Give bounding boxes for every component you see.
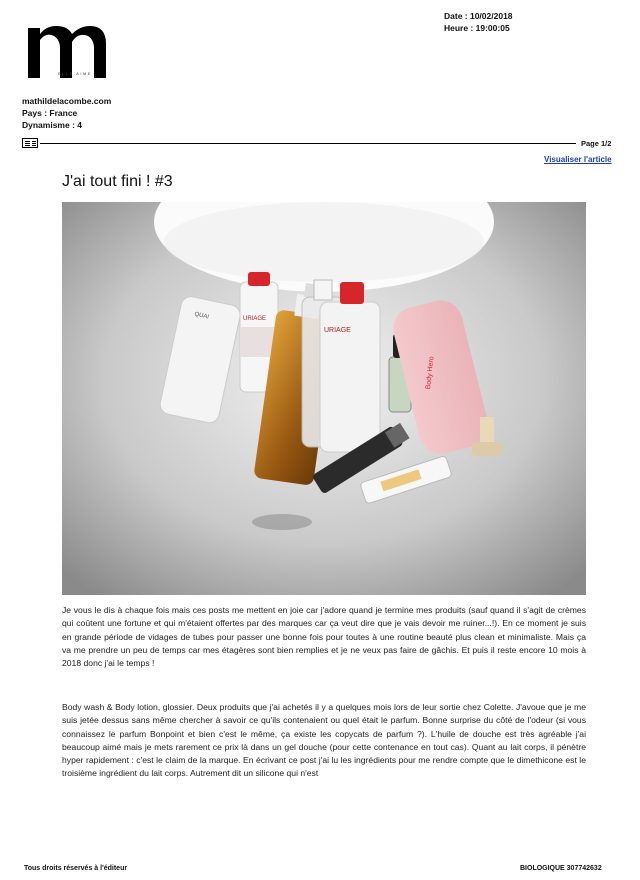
document-icon: [22, 138, 38, 148]
article-paragraph: Body wash & Body lotion, glossier. Deux produits que j'ai achetés il y a quelques mois lors de leur sortie chez Colette. J'avoue que je me suis jetée dessus sans même chercher à savoir ce qu'ils contenaient ou quel était le parfum. Bonne surprise du côté de l'odeur (si vous connaissez le parfum Bonpoint et bien c'est le même, ça existe les copycats de parfum ?). L'huile de douche est très agréable j'ai beaucoup aimé mais je mets rarement ce prix là dans un gel douche (pour cette contenance en tout cas). Quant au lait corps, il pénètre hyper rapidement : c'est le claim de la marque. En écrivant ce post j'ai lu les ingrédients pour me rendre compte que le dimethicone est le troisième ingrédient du lait corps. Autrement dit un silicone qui n'est: [62, 702, 586, 779]
dynamism-label: Dynamisme : 4: [22, 120, 82, 130]
source-info-block: [22, 95, 111, 131]
rights-notice: Tous droits réservés à l'éditeur: [24, 865, 128, 872]
quai-label: QUAI: [193, 311, 210, 321]
article-photo: [62, 202, 586, 595]
country-label: Pays : France: [22, 108, 78, 118]
uriage-label: URIAGE: [243, 316, 267, 322]
header-divider: [40, 143, 576, 144]
glossier-label: Body Hero: [425, 356, 436, 390]
view-article-link[interactable]: Visualiser l'article: [544, 155, 612, 164]
uriage-big-label: URIAGE: [324, 327, 351, 334]
logo-tagline: ELLE AIME: [58, 71, 92, 76]
time-label: Heure : 19:00:05: [444, 23, 510, 33]
article-paragraph: Je vous le dis à chaque fois mais ces posts me mettent en joie car j'adore quand je termine mes produits (sauf quand il s'agit de crèmes qui coûtent une fortune et qui m'étaient offertes par des marques car ça veut dire que je vais devoir me ruiner...!). En ce moment je suis en grande période de vidages de tubes pour passer une bonne fois pour toutes à une routine beauté plus clean et minimaliste. Mais ça va me prendre un peu de temps car mes étagères sont bien remplies et je ne veux pas faire de gâchis. Et puis il reste encore 10 mois à 2018 donc j'ai le temps !: [62, 605, 586, 669]
date-label: Date : 10/02/2018: [444, 11, 513, 21]
page-number: Page 1/2: [581, 139, 612, 148]
site-label: mathildelacombe.com: [22, 96, 112, 106]
date-time-block: [444, 10, 513, 34]
article-title: J'ai tout fini ! #3: [62, 173, 173, 190]
document-code: BIOLOGIQUE 307742632: [520, 865, 602, 872]
